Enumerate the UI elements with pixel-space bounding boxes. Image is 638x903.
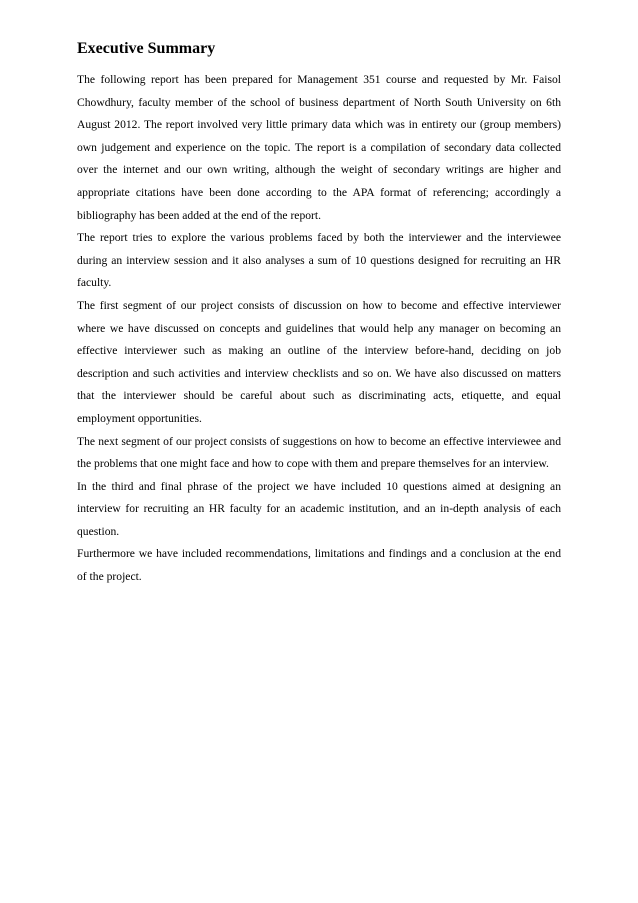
paragraph-next-segment: The next segment of our project consists of suggestions on how to become an effective interviewee and the problems that one might face and how to cope with them and prepare themselves for an interview. — [77, 434, 561, 471]
paragraph-conclusion: Furthermore we have included recommendations, limitations and findings and a conclusion at the end of the project. — [77, 547, 561, 584]
page-title: Executive Summary — [77, 40, 216, 57]
paragraph-third-segment: In the third and final phrase of the project we have included 10 questions aimed at designing an interview for recruiting an HR faculty for an academic institution, and an in-depth analysis of each question. — [77, 479, 561, 538]
paragraph-intro: The following report has been prepared for Management 351 course and requested by Mr. Faisol Chowdhury, faculty member of the school of business department of North South University on 6th August 2012. The report involved very little primary data which was in entirety our (group members) own judgement and experience on the topic. The report is a compilation of secondary data collected over the internet and our own writing, although the weight of secondary writings are higher and appropriate citations have been done according to the APA format of referencing; accordingly a bibliography has been added at the end of the report. — [77, 73, 561, 222]
paragraph-first-segment: The first segment of our project consists of discussion on how to become and effective interviewer where we have discussed on concepts and guidelines that would help any manager on becoming an effective interviewer such as making an outline of the interview before-hand, deciding on job description and such activities and interview checklists and so on. We have also discussed on matters that the interviewer should be careful about such as discriminating acts, etiquette, and equal employment opportunities. — [77, 298, 561, 425]
paragraph-scope: The report tries to explore the various problems faced by both the interviewer and the interviewee during an interview session and it also analyses a sum of 10 questions designed for recruiting an HR faculty. — [77, 231, 561, 290]
document-page — [77, 38, 561, 589]
